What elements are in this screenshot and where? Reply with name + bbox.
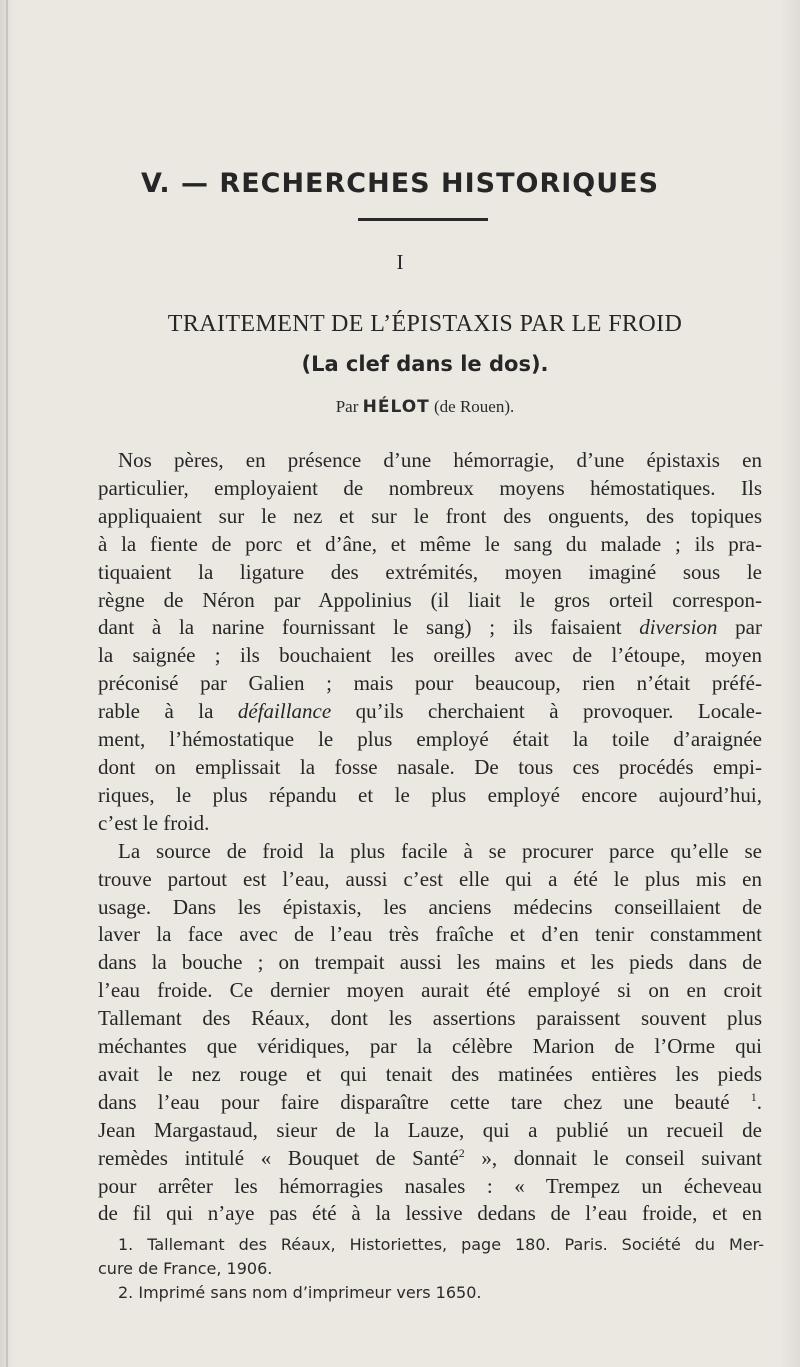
footnote-ref-2: 2 xyxy=(458,1145,465,1160)
text-line: dans la bouche ; on trempait aussi les mains et les pieds dans de xyxy=(98,950,762,975)
footnote-1 xyxy=(98,1233,764,1281)
text-fragment: . xyxy=(756,1089,762,1114)
italic-term: diversion xyxy=(639,615,718,640)
text-line: de fil qui n’aye pas été à la lessive dedans de l’eau froide, et en xyxy=(98,1201,762,1226)
text-line: riques, le plus répandu et le plus employé encore aujourd’hui, xyxy=(98,782,762,807)
section-title: V. — RECHERCHES HISTORIQUES xyxy=(140,168,660,199)
footnote-line: 1. Tallemant des Réaux, Historiettes, page 180. Paris. Société du Mer- xyxy=(118,1235,764,1254)
text-line: usage. Dans les épistaxis, les anciens médecins conseillaient de xyxy=(98,894,762,919)
article-title: TRAITEMENT DE L’ÉPISTAXIS PAR LE FROID xyxy=(167,311,683,337)
text-fragment: dant à la narine fournissant le sang) ; ils faisaient xyxy=(98,615,640,640)
text-line xyxy=(98,1089,762,1117)
italic-term: défaillance xyxy=(237,699,332,724)
text-line xyxy=(98,614,762,642)
page-edge-shadow xyxy=(6,0,8,1367)
text-line: trouve partout est l’eau, aussi c’est elle qui a été le plus mis en xyxy=(98,866,762,891)
text-line: méchantes que véridiques, par la célèbre Marion de l’Orme qui xyxy=(98,1034,762,1059)
text-fragment: », donnait le conseil suivant xyxy=(464,1145,763,1170)
text-fragment: remèdes intitulé « Bouquet de Santé xyxy=(98,1145,459,1170)
text-line xyxy=(98,698,762,726)
paragraph-2 xyxy=(98,838,762,1229)
text-line: particulier, employaient de nombreux moyens hémostatiques. Ils xyxy=(98,475,762,500)
paragraph-1 xyxy=(98,447,762,838)
footnotes xyxy=(98,1233,764,1305)
text-fragment: par xyxy=(717,615,762,640)
text-line: préconisé par Galien ; mais pour beaucoup, rien n’était préfé- xyxy=(98,671,762,696)
text-line: laver la face avec de l’eau très fraîche et d’en tenir constamment xyxy=(98,922,762,947)
footnote-2: 2. Imprimé sans nom d’imprimeur vers 1650. xyxy=(118,1283,482,1302)
byline-prefix: Par xyxy=(335,397,359,416)
text-line: Jean Margastaud, sieur de la Lauze, qui a publié un recueil de xyxy=(98,1117,762,1142)
text-line: La source de froid la plus facile à se procurer parce qu’elle se xyxy=(118,838,762,863)
text-line: règne de Néron par Appolinius (il liait le gros orteil correspon- xyxy=(98,587,762,612)
text-fragment: rable à la xyxy=(98,699,238,724)
text-line: Nos pères, en présence d’une hémorragie, d’une épistaxis en xyxy=(118,448,762,472)
body-text xyxy=(98,447,762,1228)
text-line: appliquaient sur le nez et sur le front des onguents, des topiques xyxy=(98,503,762,528)
text-line: Tallemant des Réaux, dont les assertions paraissent souvent plus xyxy=(98,1006,762,1031)
text-line: dont on emplissait la fosse nasale. De tous ces procédés empi- xyxy=(98,754,762,779)
text-fragment: qu’ils cherchaient à provoquer. Locale- xyxy=(331,699,762,724)
text-line: tiquaient la ligature des extrémités, moyen imaginé sous le xyxy=(98,559,762,584)
text-line: la saignée ; ils bouchaient les oreilles avec de l’étoupe, moyen xyxy=(98,643,762,668)
byline xyxy=(0,397,800,417)
text-line: à la fiente de porc et d’âne, et même le sang du malade ; ils pra- xyxy=(98,531,762,556)
text-line: avait le nez rouge et qui tenait des matinées entières les pieds xyxy=(98,1061,762,1086)
footnote-line: cure de France, 1906. xyxy=(98,1259,273,1278)
text-line: pour arrêter les hémorragies nasales : « Trempez un écheveau xyxy=(98,1173,762,1198)
text-fragment: dans l’eau pour faire disparaître cette tare chez une beauté xyxy=(98,1089,730,1114)
chapter-numeral: I xyxy=(396,250,404,274)
byline-suffix: (de Rouen). xyxy=(434,397,515,416)
title-rule xyxy=(358,218,488,221)
text-line xyxy=(98,1145,762,1173)
text-line: ment, l’hémostatique le plus employé était la toile d’araignée xyxy=(98,727,762,752)
author-name: HÉLOT xyxy=(362,397,430,417)
text-line: c’est le froid. xyxy=(98,810,210,835)
text-line: l’eau froide. Ce dernier moyen aurait été employé si on en croit xyxy=(98,978,762,1003)
article-subtitle: (La clef dans le dos). xyxy=(301,352,549,376)
footnote-ref-1: 1 xyxy=(750,1089,757,1104)
